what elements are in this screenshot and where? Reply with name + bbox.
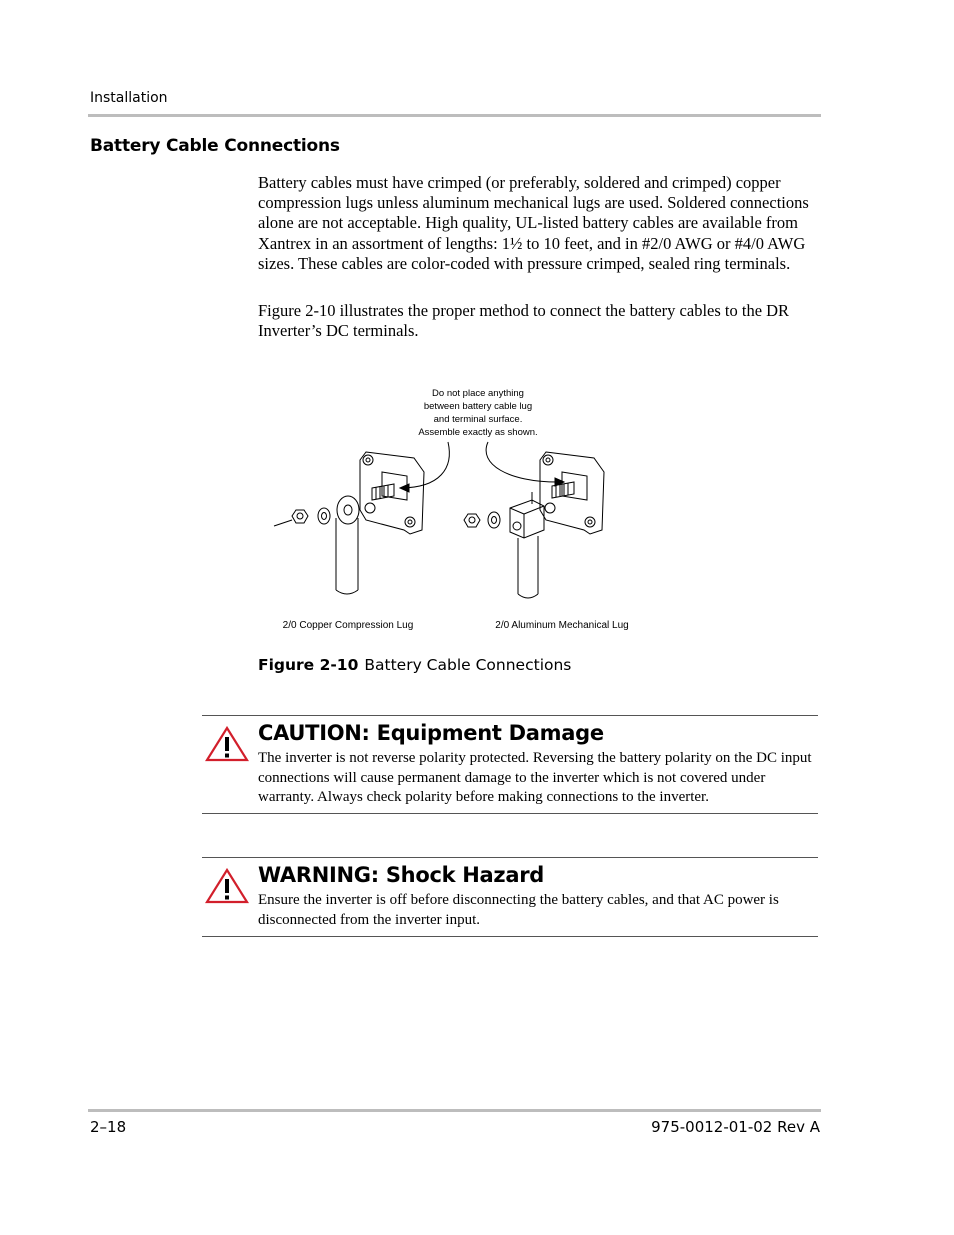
figure-caption-number: Figure 2-10 [258,656,359,674]
page-number: 2–18 [90,1118,127,1136]
callout-line-2: between battery cable lug [423,401,533,412]
section-title: Battery Cable Connections [90,136,340,156]
document-number: 975-0012-01-02 Rev A [651,1118,820,1136]
arrow-head-left [400,484,409,492]
left-terminal-assembly [274,452,424,594]
body-paragraph-2: Figure 2-10 illustrates the proper method to connect the battery cables to the DR Inverter’s DC terminals. [258,301,790,341]
header-rule [88,114,821,117]
caution-warning-triangle-icon [205,726,249,762]
warning-bottom-rule [202,936,818,937]
warning-text: Ensure the inverter is off before disconnecting the battery cables, and that AC power is disconnected from the inverter input. [258,892,779,928]
callout-line-1: Do not place anything [432,388,524,399]
caution-text: The inverter is not reverse polarity protected. Reversing the battery polarity on the DC input connections will cause permanent damage to the inverter which is not covered under warranty. Always check polarity before making connections to the inverter. [258,750,812,805]
callout-line-3: and terminal surface. [433,414,523,425]
left-lug-label: 2/0 Copper Compression Lug [282,620,414,631]
body-paragraph-1: Battery cables must have crimped (or preferably, soldered and crimped) copper compression lugs unless aluminum mechanical lugs are used. Soldered connections alone are not acceptable. High quality, UL-listed battery cables are available from Xantrex in an assortment of lengths: 1½ to 10 feet, and in #2/0 AWG or #4/0 AWG sizes. These cables are color-coded with pressure crimped, sealed ring terminals. [258,173,809,273]
warning-triangle-icon [205,868,249,904]
figure-caption-text: Battery Cable Connections [364,656,572,674]
running-header: Installation [90,90,168,106]
figure-caption [258,656,571,674]
callout-line-4: Assemble exactly as shown. [418,427,538,438]
caution-bottom-rule [202,813,818,814]
footer-rule [88,1109,821,1112]
warning-title: WARNING: Shock Hazard [258,863,545,887]
warning-top-rule [202,857,818,858]
caution-top-rule [202,715,818,716]
right-lug-label: 2/0 Aluminum Mechanical Lug [495,620,629,631]
right-terminal-assembly [464,452,604,598]
battery-cable-figure [262,380,662,640]
caution-title: CAUTION: Equipment Damage [258,721,604,745]
